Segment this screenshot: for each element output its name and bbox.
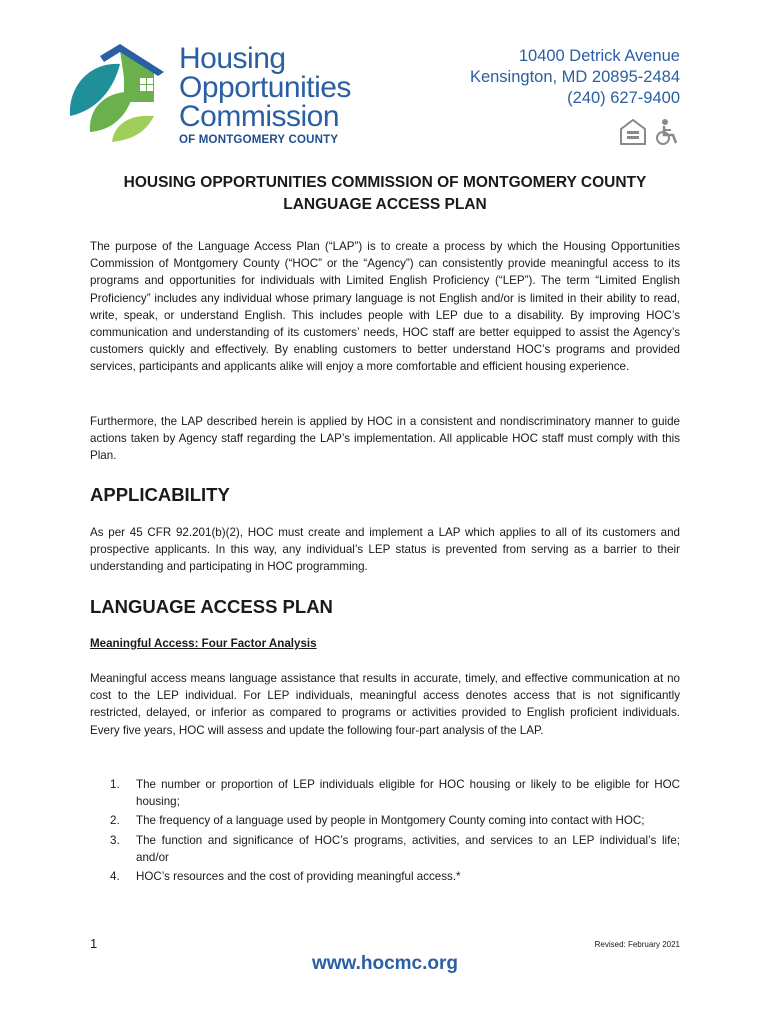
compliance-badges bbox=[619, 117, 683, 147]
list-item-text: The function and significance of HOC’s programs, activities, and services to an LEP individual’s life; and/or bbox=[136, 833, 680, 864]
revised-date: Revised: February 2021 bbox=[594, 940, 680, 949]
list-item-number: 4. bbox=[110, 870, 120, 884]
meaningful-access-paragraph: Meaningful access means language assistance that results in accurate, timely, and effective communication at no cost to the LEP individual. For LEP individuals, meaningful access denotes access that is not significantly restricted, delayed, or inferior as compared to programs or activities provided to English proficient individuals. Every five years, HOC will assess and update the following four-part analysis of the LAP. bbox=[90, 672, 680, 737]
hoc-logo bbox=[64, 42, 364, 150]
list-item bbox=[110, 776, 680, 810]
title-line-2: LANGUAGE ACCESS PLAN bbox=[283, 196, 487, 213]
address-phone: (240) 627-9400 bbox=[567, 89, 680, 107]
accessibility-icon bbox=[657, 119, 676, 144]
list-item-text: HOC’s resources and the cost of providing meaningful access.* bbox=[136, 870, 461, 884]
applicability-heading: APPLICABILITY bbox=[90, 484, 230, 505]
four-factor-list bbox=[110, 776, 680, 887]
logo-word-opportunities: Opportunities bbox=[179, 71, 351, 104]
list-item bbox=[110, 812, 680, 829]
lap-heading: LANGUAGE ACCESS PLAN bbox=[90, 596, 333, 617]
intro-paragraph-1: The purpose of the Language Access Plan (“LAP”) is to create a process by which the Housing Opportunities Commission of Montgomery County (“HOC” or the “Agency”) can consistently provide meaningful access to its programs and opportunities for individuals with Limited English Proficiency (“LEP”). The term “Limited English Proficiency” includes any individual whose primary language is not English and/or is limited in their ability to read, write, speak, or understand English. This includes people with LEP due to a disability. By improving HOC’s communication and understanding of its customers’ needs, HOC staff are better equipped to assist the Agency’s customers quickly and effectively. By enabling customers to better understand HOC’s programs and provided services, participants and applicants alike will enjoy a more comfortable and efficient housing experience. bbox=[90, 240, 680, 374]
logo-word-commission: Commission bbox=[179, 100, 340, 133]
intro-paragraph-2: Furthermore, the LAP described herein is applied by HOC in a consistent and nondiscriminatory manner to guide actions taken by Agency staff regarding the LAP’s implementation. All applicable HOC staff must comply with this Plan. bbox=[90, 415, 680, 463]
address-city: Kensington, MD 20895-2484 bbox=[469, 68, 680, 86]
page-number: 1 bbox=[90, 936, 98, 951]
list-item-number: 3. bbox=[110, 833, 120, 847]
list-item-text: The number or proportion of LEP individuals eligible for HOC housing or likely to be eligible for HOC housing; bbox=[136, 778, 680, 809]
logo-word-housing: Housing bbox=[179, 42, 286, 75]
leaf-house-icon bbox=[64, 42, 176, 142]
list-item bbox=[110, 868, 680, 885]
logo-word-county: OF MONTGOMERY COUNTY bbox=[179, 134, 339, 146]
document-title bbox=[80, 172, 690, 216]
list-item bbox=[110, 832, 680, 866]
equal-housing-opportunity-icon bbox=[621, 120, 645, 144]
list-item-number: 1. bbox=[110, 778, 120, 791]
list-item-text: The frequency of a language used by people in Montgomery County coming into contact with HOC; bbox=[136, 814, 645, 828]
list-item-number: 2. bbox=[110, 814, 120, 828]
title-line-1: HOUSING OPPORTUNITIES COMMISSION OF MONTGOMERY COUNTY bbox=[123, 174, 647, 191]
website-link[interactable]: www.hocmc.org bbox=[311, 953, 459, 974]
four-factor-subheading: Meaningful Access: Four Factor Analysis bbox=[90, 637, 317, 650]
address-street: 10400 Detrick Avenue bbox=[518, 47, 680, 65]
address-block bbox=[470, 46, 680, 109]
applicability-paragraph: As per 45 CFR 92.201(b)(2), HOC must create and implement a LAP which applies to all of its customers and prospective applicants. In this way, any individual’s LEP status is prevented from serving as a barrier to their understanding and participating in HOC programming. bbox=[90, 526, 680, 574]
